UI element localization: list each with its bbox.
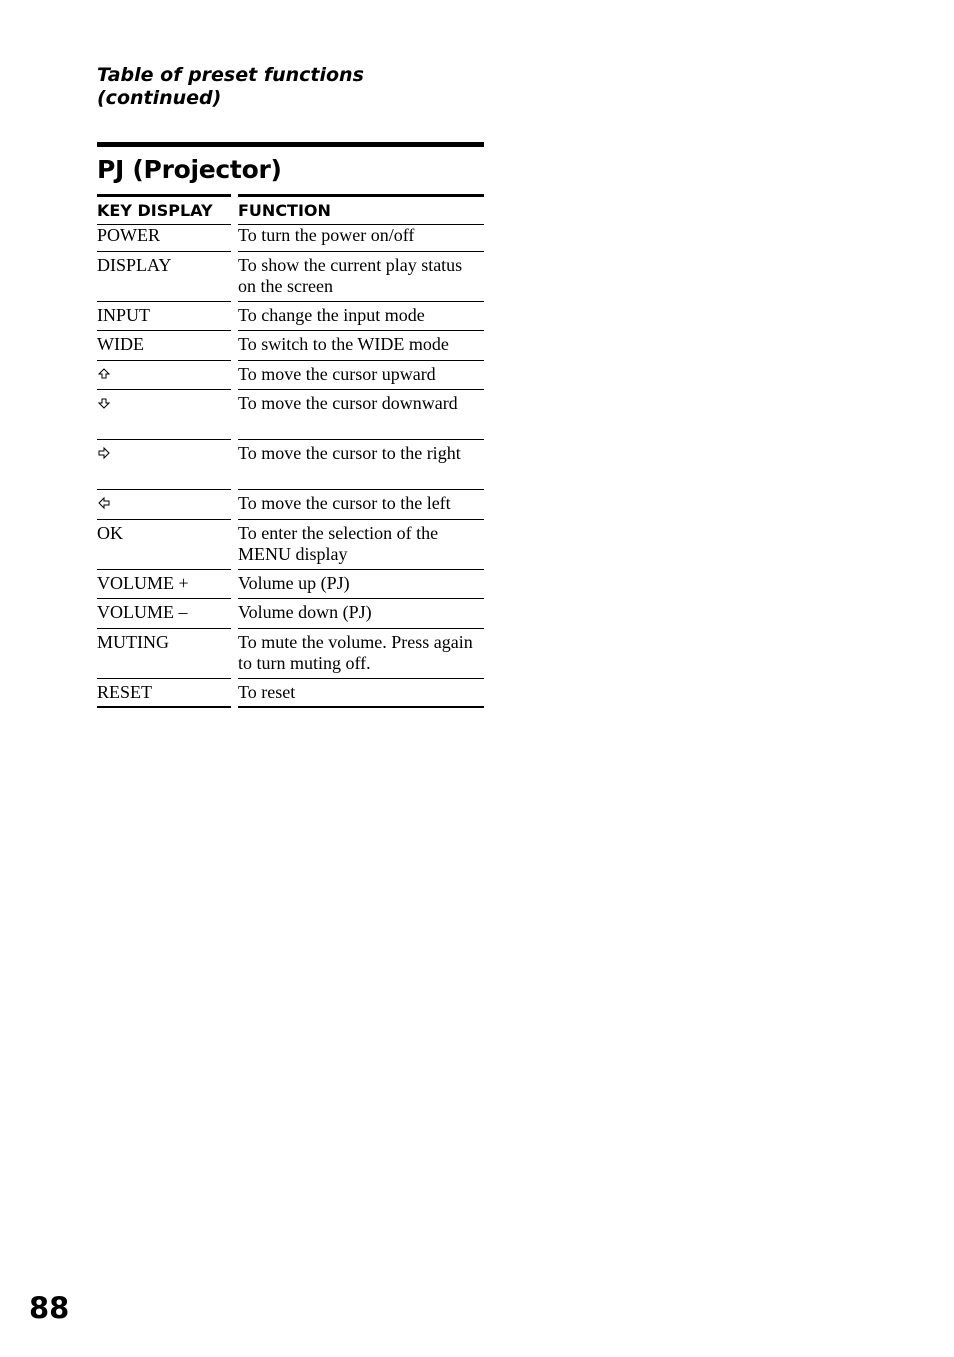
function-cell: To switch to the WIDE mode: [238, 331, 484, 361]
section-rule: [97, 142, 484, 147]
table-row: [97, 440, 484, 490]
function-cell: To show the current play status on the screen: [238, 252, 484, 302]
table-row: [97, 520, 484, 570]
section-title: PJ (Projector): [97, 155, 282, 184]
pj-projector-section: [97, 142, 484, 708]
table-row: [97, 570, 484, 600]
key-cell: [97, 490, 231, 520]
arrow-left-icon: [97, 496, 111, 510]
function-cell: Volume up (PJ): [238, 570, 484, 600]
key-cell: POWER: [97, 222, 231, 252]
table-row: [97, 599, 484, 629]
arrow-right-icon: [97, 446, 111, 460]
table-row: [97, 302, 484, 332]
running-header-line1: Table of preset functions: [97, 64, 364, 86]
column-header-key-display: KEY DISPLAY: [97, 194, 231, 225]
key-cell: [97, 390, 231, 440]
key-cell: DISPLAY: [97, 252, 231, 302]
key-cell: MUTING: [97, 629, 231, 679]
function-cell: To move the cursor to the left: [238, 490, 484, 520]
function-cell: To move the cursor upward: [238, 361, 484, 391]
preset-functions-table: [97, 194, 484, 708]
key-cell: VOLUME +: [97, 570, 231, 600]
key-cell: WIDE: [97, 331, 231, 361]
function-cell: To reset: [238, 679, 484, 709]
table-row: [97, 679, 484, 709]
column-header-function: FUNCTION: [238, 194, 484, 225]
function-cell: To enter the selection of the MENU display: [238, 520, 484, 570]
arrow-down-icon: [97, 396, 111, 410]
running-header-line2: (continued): [97, 87, 222, 109]
arrow-up-icon: [97, 367, 111, 381]
key-cell: INPUT: [97, 302, 231, 332]
table-row: [97, 361, 484, 391]
table-row: [97, 222, 484, 252]
key-cell: [97, 361, 231, 391]
table-row: [97, 252, 484, 302]
table-row: [97, 490, 484, 520]
function-cell: To turn the power on/off: [238, 222, 484, 252]
page-number: 88: [29, 1291, 70, 1325]
function-cell: To change the input mode: [238, 302, 484, 332]
key-cell: [97, 440, 231, 490]
function-cell: To move the cursor downward: [238, 390, 484, 440]
function-cell: To mute the volume. Press again to turn muting off.: [238, 629, 484, 679]
key-cell: OK: [97, 520, 231, 570]
table-header-row: [97, 194, 484, 222]
function-cell: Volume down (PJ): [238, 599, 484, 629]
key-cell: RESET: [97, 679, 231, 709]
running-header: [97, 64, 497, 110]
function-cell: To move the cursor to the right: [238, 440, 484, 490]
table-row: [97, 390, 484, 440]
table-row: [97, 331, 484, 361]
key-cell: VOLUME –: [97, 599, 231, 629]
table-row: [97, 629, 484, 679]
